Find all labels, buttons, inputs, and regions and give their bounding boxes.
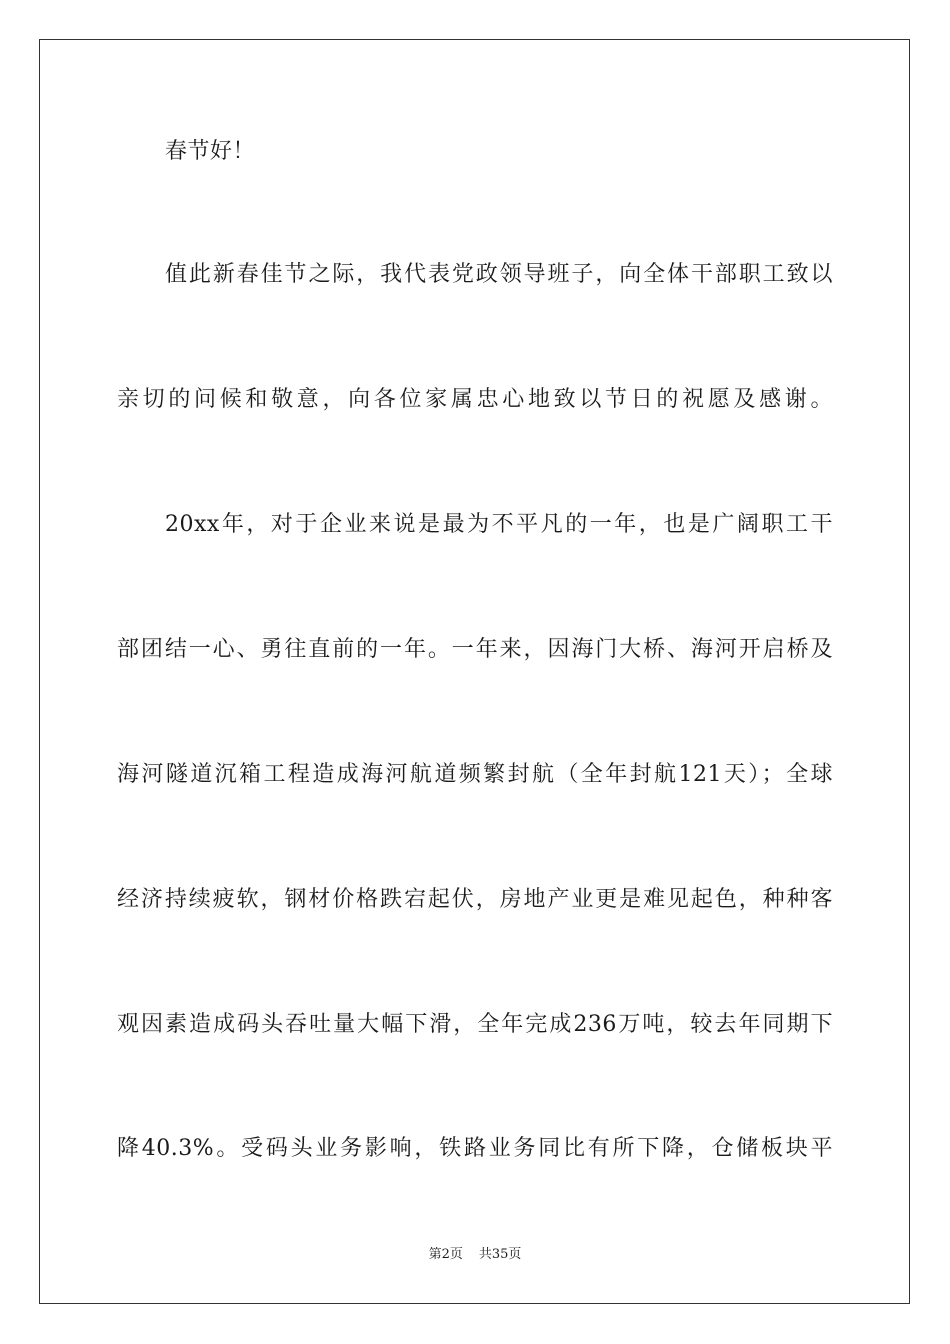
paragraph-line: 部团结一心、勇往直前的一年。一年来，因海门大桥、海河开启桥及 <box>117 637 833 662</box>
paragraph-line: 亲切的问候和敬意，向各位家属忠心地致以节日的祝愿及感谢。 <box>117 387 833 412</box>
paragraph-line: 春节好！ <box>165 139 256 164</box>
page-total: 共35页 <box>478 1247 522 1262</box>
page-number: 第2页 <box>428 1247 463 1262</box>
paragraph-line: 20xx年，对于企业来说是最为不平凡的一年，也是广阔职工干 <box>165 512 833 537</box>
paragraph-line: 经济持续疲软，钢材价格跌宕起伏，房地产业更是难见起色，种种客 <box>117 887 833 912</box>
page-border <box>39 39 910 1304</box>
paragraph-line: 值此新春佳节之际，我代表党政领导班子，向全体干部职工致以 <box>165 262 833 287</box>
page-footer <box>0 1246 950 1264</box>
paragraph-line: 海河隧道沉箱工程造成海河航道频繁封航（全年封航121天）；全球 <box>117 762 833 787</box>
paragraph-line: 观因素造成码头吞吐量大幅下滑，全年完成236万吨，较去年同期下 <box>117 1012 833 1037</box>
paragraph-line: 降40.3%。受码头业务影响，铁路业务同比有所下降，仓储板块平 <box>117 1136 833 1161</box>
